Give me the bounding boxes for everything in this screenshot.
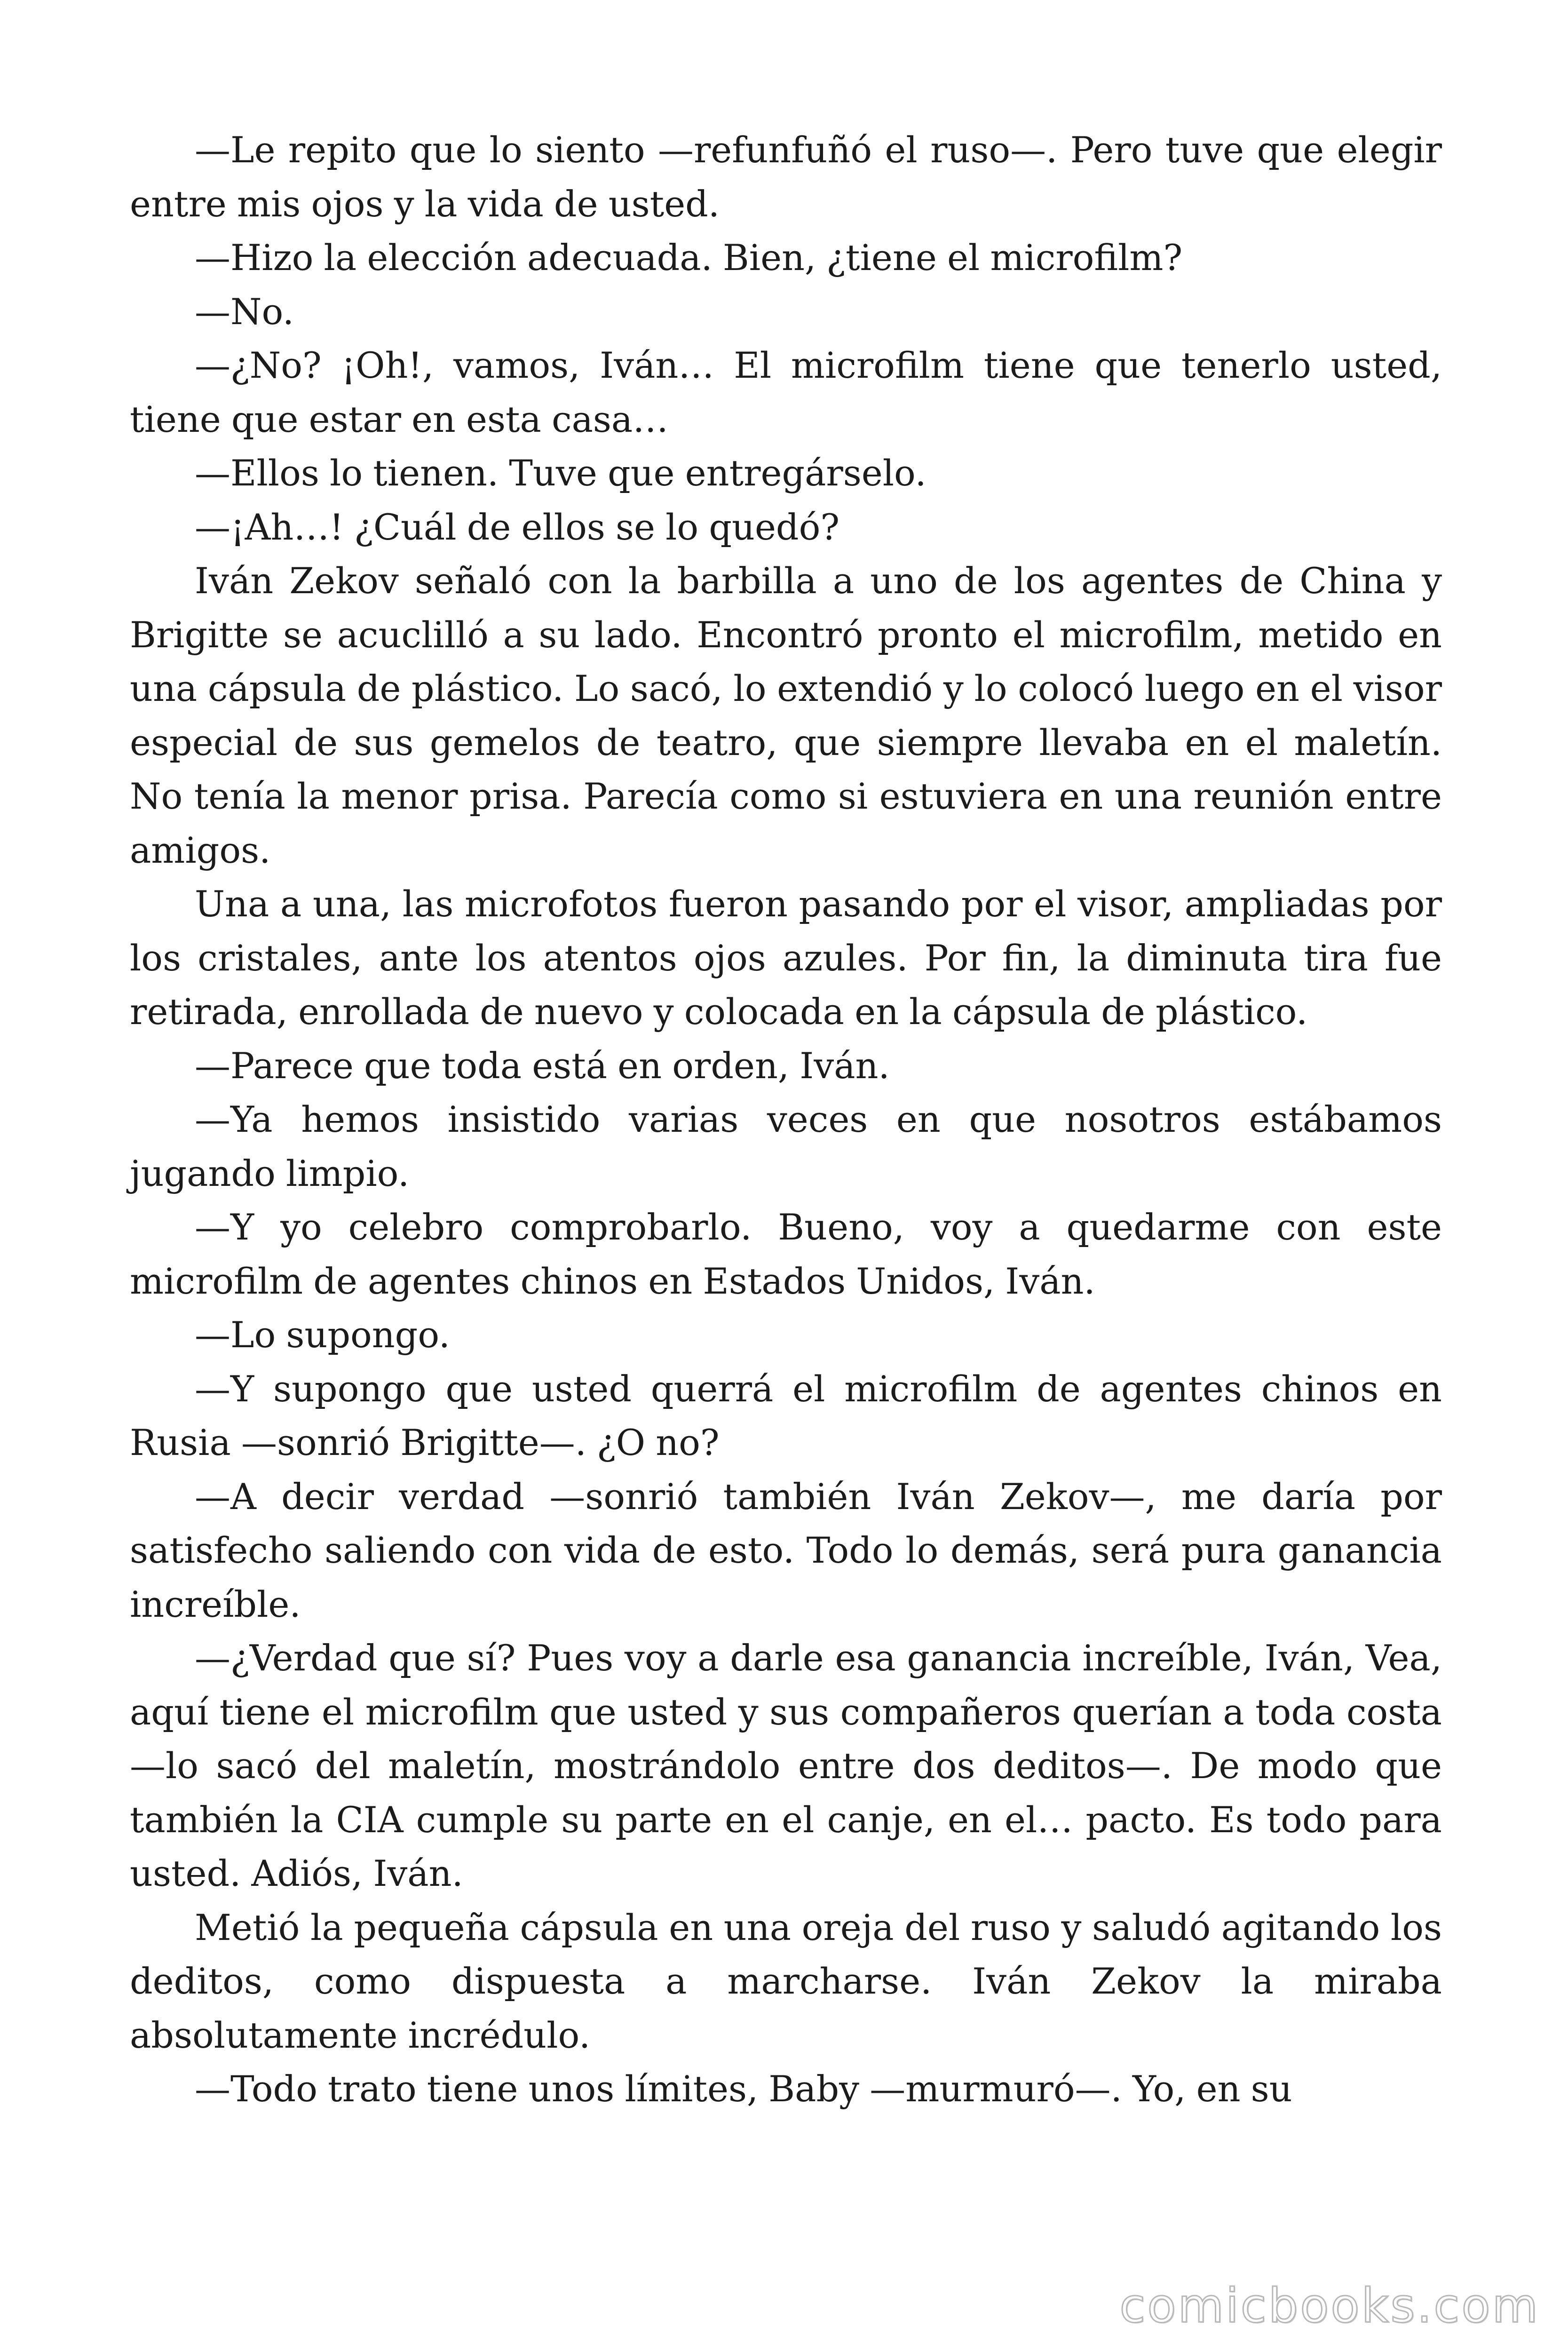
paragraph: —A decir verdad —sonrió también Iván Zekov—, me daría por satisfecho saliendo con vida de esto. Todo lo demás, será pura ganancia increíble.	[130, 1475, 1442, 1625]
paragraph: —¿Verdad que sí? Pues voy a darle esa ganancia increíble, Iván, Vea, aquí tiene el microfilm que usted y sus compañeros querían a toda costa —lo sacó del maletín, mostrándolo entre dos deditos—. De modo que también la CIA cumple su parte en el canje, en el… pacto. Es todo para usted. Adiós, Iván.	[130, 1637, 1442, 1894]
paragraph: —Parece que toda está en orden, Iván.	[195, 1044, 890, 1087]
paragraph: —Lo supongo.	[195, 1314, 450, 1356]
paragraph: Iván Zekov señaló con la barbilla a uno de los agentes de China y Brigitte se acuclilló a su lado. Encontró pronto el microfilm, metido en una cápsula de plástico. Lo sacó, lo extendió y lo colocó luego en el visor especial de sus gemelos de teatro, que siempre llevaba en el maletín. No tenía la menor prisa. Parecía como si estuviera en una reunión entre amigos.	[130, 560, 1442, 871]
paragraph: —Ellos lo tienen. Tuve que entregárselo.	[195, 452, 927, 494]
paragraph: —Todo trato tiene unos límites, Baby —murmuró—. Yo, en su	[195, 2068, 1292, 2110]
paragraph: —¡Ah…! ¿Cuál de ellos se lo quedó?	[195, 506, 840, 548]
paragraph: —Ya hemos insistido varias veces en que nosotros estábamos jugando limpio.	[130, 1098, 1442, 1194]
paragraph: Metió la pequeña cápsula en una oreja del ruso y saludó agitando los deditos, como dispuesta a marcharse. Iván Zekov la miraba absolutamente incrédulo.	[130, 1906, 1442, 2056]
page-body	[130, 123, 1442, 2116]
watermark: comicbooks.com	[1119, 2278, 1540, 2333]
paragraph: —No.	[195, 290, 294, 333]
paragraph: —Y supongo que usted querrá el microfilm de agentes chinos en Rusia —sonrió Brigitte—. ¿O no?	[130, 1367, 1442, 1463]
paragraph: Una a una, las microfotos fueron pasando por el visor, ampliadas por los cristales, ante los atentos ojos azules. Por fin, la diminuta tira fue retirada, enrollada de nuevo y colocada en la cápsula de plástico.	[130, 883, 1442, 1033]
paragraph: —Y yo celebro comprobarlo. Bueno, voy a quedarme con este microfilm de agentes chinos en Estados Unidos, Iván.	[130, 1206, 1442, 1302]
paragraph: —Hizo la elección adecuada. Bien, ¿tiene el microfilm?	[195, 237, 1183, 278]
paragraph: —¿No? ¡Oh!, vamos, Iván… El microfilm tiene que tenerlo usted, tiene que estar en esta casa…	[130, 344, 1442, 440]
paragraph: —Le repito que lo siento —refunfuñó el ruso—. Pero tuve que elegir entre mis ojos y la vida de usted.	[130, 129, 1442, 225]
